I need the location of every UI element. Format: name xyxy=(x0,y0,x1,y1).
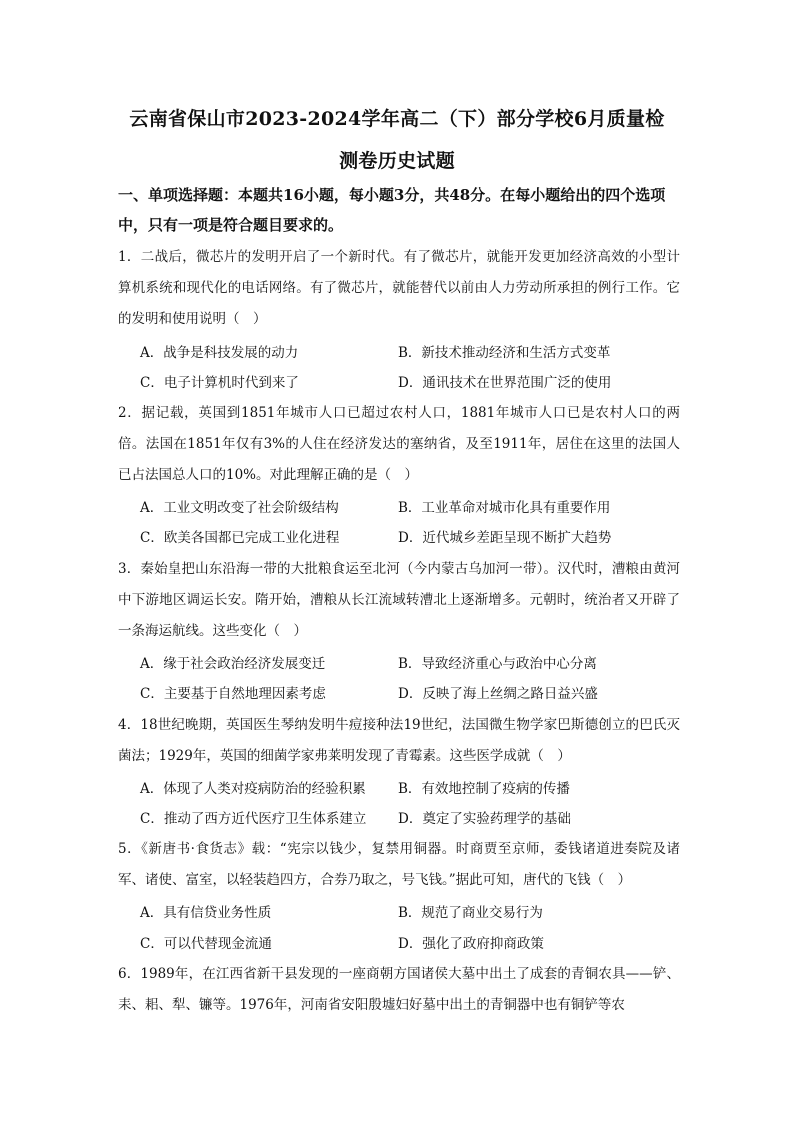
question-4-option-d: D．奠定了实验药理学的基础 xyxy=(398,811,571,827)
question-4-stem: 4．18世纪晚期，英国医生琴纳发明牛痘接种法19世纪，法国微生物学家巴斯德创立的巴氏灭菌法；1929年，英国的细菌学家弗莱明发现了青霉素。这些医学成就（ ） xyxy=(118,717,680,764)
question-6-stem: 6．1989年，在江西省新干县发现的一座商朝方国诸侯大墓中出土了成套的青铜农具——铲、耒、耜、犁、镰等。1976年，河南省安阳殷墟妇好墓中出土的青铜器中也有铜铲等农 xyxy=(118,966,680,1013)
question-3-option-c: C．主要基于自然地理因素考虑 xyxy=(140,686,326,702)
question-5-stem: 5．《新唐书·食货志》载：“宪宗以钱少，复禁用铜器。时商贾至京师，委钱诸道进奏院及诸军、诸使、富室，以轻装趋四方，合券乃取之，号飞钱。”据此可知，唐代的飞钱（ ） xyxy=(118,841,680,888)
question-2-stem: 2．据记载，英国到1851年城市人口已超过农村人口，1881年城市人口已是农村人口的两倍。法国在1851年仅有3%的人住在经济发达的塞纳省，及至1911年，居住在这里的法国人已占法国总人口的10%。对此理解正确的是（ ） xyxy=(118,405,680,483)
question-2-option-d: D．近代城乡差距呈现不断扩大趋势 xyxy=(398,530,612,546)
page-title-line-2: 测卷历史试题 xyxy=(339,150,455,172)
question-1-option-c: C．电子计算机时代到来了 xyxy=(140,375,299,391)
question-5-option-d: D．强化了政府抑商政策 xyxy=(398,936,544,952)
page-title-line-1: 云南省保山市2023-2024学年高二（下）部分学校6月质量检 xyxy=(129,108,665,130)
question-5-option-c: C．可以代替现金流通 xyxy=(140,936,272,952)
question-2-option-c: C．欧美各国都已完成工业化进程 xyxy=(140,530,340,546)
question-5-option-a: A．具有信贷业务性质 xyxy=(140,905,272,921)
question-2-option-b: B．工业革命对城市化具有重要作用 xyxy=(398,500,611,516)
question-1-option-d: D．通讯技术在世界范围广泛的使用 xyxy=(398,375,612,391)
question-4-option-b: B．有效地控制了疫病的传播 xyxy=(398,781,570,797)
question-4-option-c: C．推动了西方近代医疗卫生体系建立 xyxy=(140,811,367,827)
question-2-option-a: A．工业文明改变了社会阶级结构 xyxy=(140,500,339,516)
section-heading: 一、单项选择题：本题共16小题，每小题3分，共48分。在每小题给出的四个选项中，只有一项是符合题目要求的。 xyxy=(118,186,666,234)
question-3-option-a: A．缘于社会政治经济发展变迁 xyxy=(140,656,326,672)
question-3-option-b: B．导致经济重心与政治中心分离 xyxy=(398,656,597,672)
question-5-option-b: B．规范了商业交易行为 xyxy=(398,905,543,921)
question-3-stem: 3．秦始皇把山东沿海一带的大批粮食运至北河（今内蒙古乌加河一带）。汉代时，漕粮由黄河中下游地区调运长安。隋开始，漕粮从长江流域转漕北上逐渐增多。元朝时，统治者又开辟了一条海运航线。这些变化（ ） xyxy=(118,561,680,639)
question-3-option-d: D．反映了海上丝绸之路日益兴盛 xyxy=(398,686,598,702)
question-1-stem: 1．二战后，微芯片的发明开启了一个新时代。有了微芯片，就能开发更加经济高效的小型计算机系统和现代化的电话网络。有了微芯片，就能替代以前由人力劳动所承担的例行工作。它的发明和使用说明（ ） xyxy=(118,249,680,327)
question-4-option-a: A．体现了人类对疫病防治的经验积累 xyxy=(140,781,366,797)
question-1-option-b: B．新技术推动经济和生活方式变革 xyxy=(398,345,611,361)
question-1-option-a: A．战争是科技发展的动力 xyxy=(140,345,299,361)
